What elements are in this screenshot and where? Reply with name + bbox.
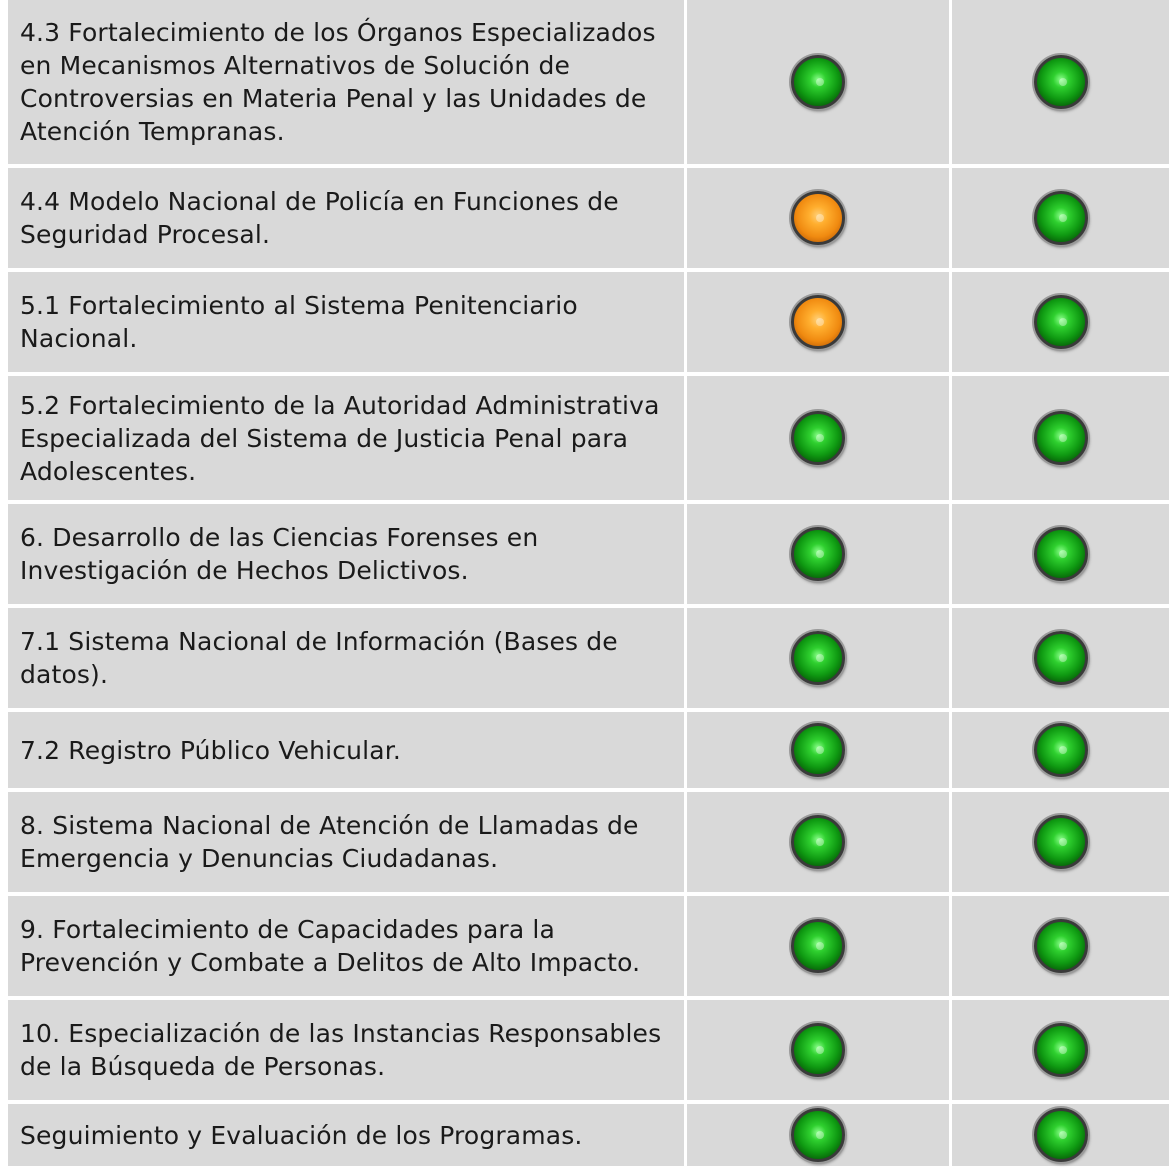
row-label-text: 5.1 Fortalecimiento al Sistema Penitenciario Nacional. <box>20 291 578 353</box>
row-label-text: 7.2 Registro Público Vehicular. <box>20 735 401 765</box>
table-row-label <box>8 792 687 896</box>
status-cell-1 <box>687 1000 952 1104</box>
row-label-text: 7.1 Sistema Nacional de Información (Bases de datos). <box>20 627 618 689</box>
status-cell-1 <box>687 376 952 504</box>
status-cell-2 <box>952 1000 1169 1104</box>
table-row-label <box>8 0 687 168</box>
status-light-icon <box>791 1023 845 1077</box>
status-cell-1 <box>687 896 952 1000</box>
row-label-text: 4.4 Modelo Nacional de Policía en Funciones de Seguridad Procesal. <box>20 187 619 249</box>
status-cell-2 <box>952 896 1169 1000</box>
status-light-icon <box>791 55 845 109</box>
row-label-text: Seguimiento y Evaluación de los Programas. <box>20 1120 583 1150</box>
row-label-text: 6. Desarrollo de las Ciencias Forenses en Investigación de Hechos Delictivos. <box>20 523 539 585</box>
status-cell-1 <box>687 168 952 272</box>
status-light-icon <box>1034 411 1088 465</box>
table-row-label <box>8 1000 687 1104</box>
status-table <box>8 0 1169 1170</box>
status-light-icon <box>1034 527 1088 581</box>
status-cell-1 <box>687 792 952 896</box>
status-cell-2 <box>952 792 1169 896</box>
status-cell-1 <box>687 712 952 792</box>
table-row-label <box>8 272 687 376</box>
row-label-text: 9. Fortalecimiento de Capacidades para la Prevención y Combate a Delitos de Alto Impacto. <box>20 915 641 977</box>
row-label-text: 8. Sistema Nacional de Atención de Llamadas de Emergencia y Denuncias Ciudadanas. <box>20 811 639 873</box>
status-cell-2 <box>952 0 1169 168</box>
status-light-icon <box>1034 631 1088 685</box>
table-row-label <box>8 896 687 1000</box>
status-cell-1 <box>687 504 952 608</box>
status-cell-2 <box>952 608 1169 712</box>
status-cell-2 <box>952 1104 1169 1170</box>
status-cell-2 <box>952 712 1169 792</box>
status-light-icon <box>791 815 845 869</box>
status-cell-2 <box>952 272 1169 376</box>
status-cell-1 <box>687 0 952 168</box>
status-light-icon <box>1034 1108 1088 1162</box>
table-row-label <box>8 712 687 792</box>
status-light-icon <box>791 191 845 245</box>
status-cell-1 <box>687 272 952 376</box>
table-row-label <box>8 608 687 712</box>
status-light-icon <box>791 723 845 777</box>
status-light-icon <box>1034 919 1088 973</box>
row-label-text: 4.3 Fortalecimiento de los Órganos Especializados en Mecanismos Alternativos de Solución de Controversias en Materia Penal y las Unidades de Atención Tempranas. <box>20 18 656 146</box>
table-row-label <box>8 1104 687 1170</box>
status-light-icon <box>1034 55 1088 109</box>
status-light-icon <box>1034 1023 1088 1077</box>
status-light-icon <box>791 1108 845 1162</box>
status-cell-2 <box>952 504 1169 608</box>
status-cell-2 <box>952 376 1169 504</box>
table-row-label <box>8 168 687 272</box>
status-cell-1 <box>687 608 952 712</box>
status-light-icon <box>791 527 845 581</box>
row-label-text: 5.2 Fortalecimiento de la Autoridad Administrativa Especializada del Sistema de Justicia Penal para Adolescentes. <box>20 390 660 486</box>
table-row-label <box>8 504 687 608</box>
status-light-icon <box>1034 815 1088 869</box>
status-cell-2 <box>952 168 1169 272</box>
status-light-icon <box>791 919 845 973</box>
status-light-icon <box>1034 295 1088 349</box>
status-light-icon <box>1034 723 1088 777</box>
status-light-icon <box>1034 191 1088 245</box>
status-light-icon <box>791 295 845 349</box>
status-light-icon <box>791 411 845 465</box>
row-label-text: 10. Especialización de las Instancias Responsables de la Búsqueda de Personas. <box>20 1019 662 1081</box>
table-row-label <box>8 376 687 504</box>
status-cell-1 <box>687 1104 952 1170</box>
status-light-icon <box>791 631 845 685</box>
